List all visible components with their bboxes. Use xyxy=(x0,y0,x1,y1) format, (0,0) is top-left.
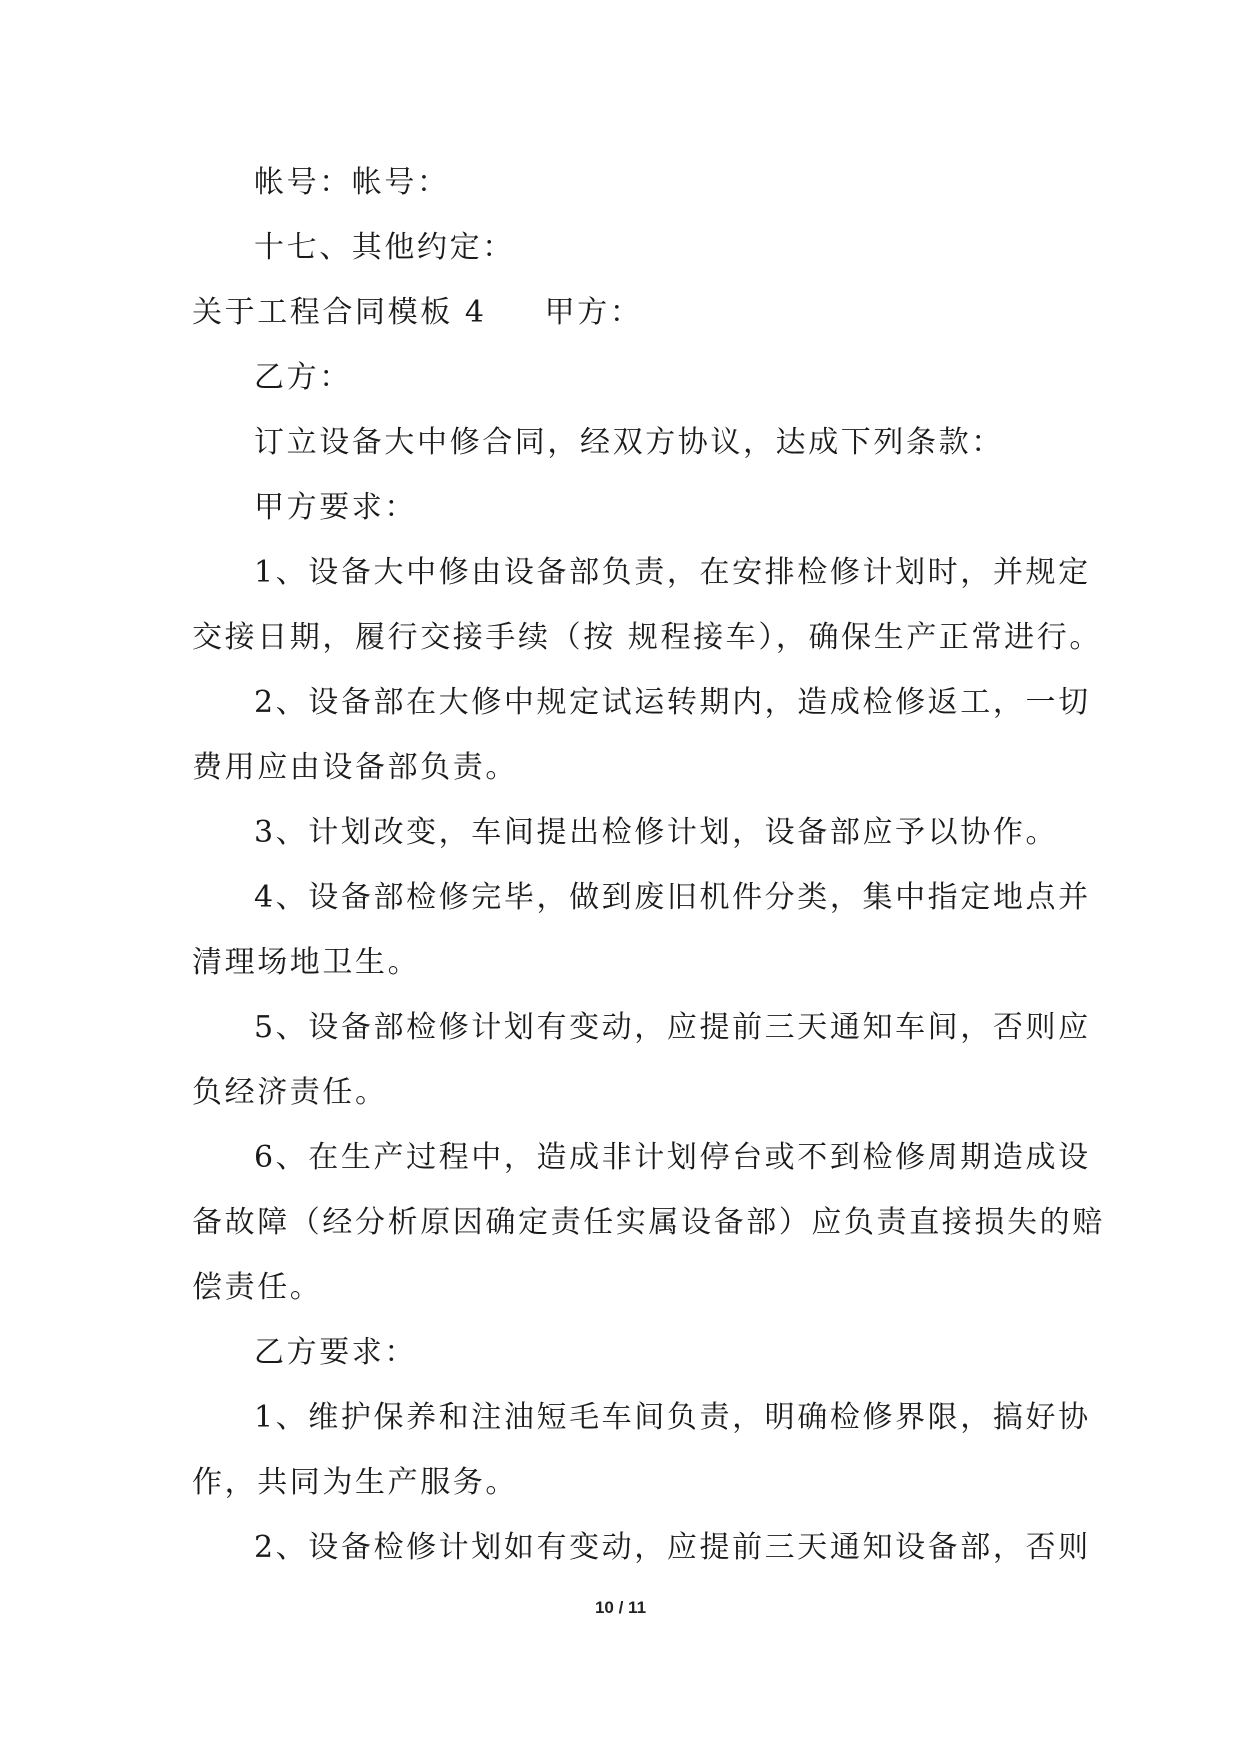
text-line: 4、设备部检修完毕，做到废旧机件分类，集中指定地点并 xyxy=(254,880,1091,915)
text-line: 偿责任。 xyxy=(192,1270,323,1305)
section-heading-line xyxy=(192,293,642,333)
text-line: 十七、其他约定： xyxy=(254,230,515,265)
text-line: 备故障（经分析原因确定责任实属设备部）应负责直接损失的赔 xyxy=(192,1205,1105,1240)
text-line: 作，共同为生产服务。 xyxy=(192,1465,518,1500)
text-line: 1、设备大中修由设备部负责，在安排检修计划时，并规定 xyxy=(254,555,1091,590)
party-a-label: 甲方： xyxy=(544,295,643,330)
text-line: 3、计划改变，车间提出检修计划，设备部应予以协作。 xyxy=(254,815,1059,850)
text-line: 费用应由设备部负责。 xyxy=(192,750,518,785)
text-line: 交接日期，履行交接手续（按 规程接车），确保生产正常进行。 xyxy=(192,620,1102,655)
page-number: 10 / 11 xyxy=(594,1598,647,1617)
text-line: 帐号：帐号： xyxy=(254,165,450,200)
text-line: 1、维护保养和注油短毛车间负责，明确检修界限，搞好协 xyxy=(254,1400,1091,1435)
section-title: 关于工程合同模板 4 xyxy=(192,295,487,330)
text-line: 乙方： xyxy=(254,360,352,395)
text-line: 清理场地卫生。 xyxy=(192,945,421,980)
text-line: 甲方要求： xyxy=(254,490,417,525)
text-line: 乙方要求： xyxy=(254,1335,417,1370)
text-line: 2、设备检修计划如有变动，应提前三天通知设备部，否则 xyxy=(254,1530,1091,1565)
text-line: 5、设备部检修计划有变动，应提前三天通知车间，否则应 xyxy=(254,1010,1091,1045)
text-line: 6、在生产过程中，造成非计划停台或不到检修周期造成设 xyxy=(254,1140,1091,1175)
text-line: 订立设备大中修合同，经双方协议，达成下列条款： xyxy=(254,425,1004,460)
text-line: 负经济责任。 xyxy=(192,1075,388,1110)
text-line: 2、设备部在大修中规定试运转期内，造成检修返工，一切 xyxy=(254,685,1091,720)
